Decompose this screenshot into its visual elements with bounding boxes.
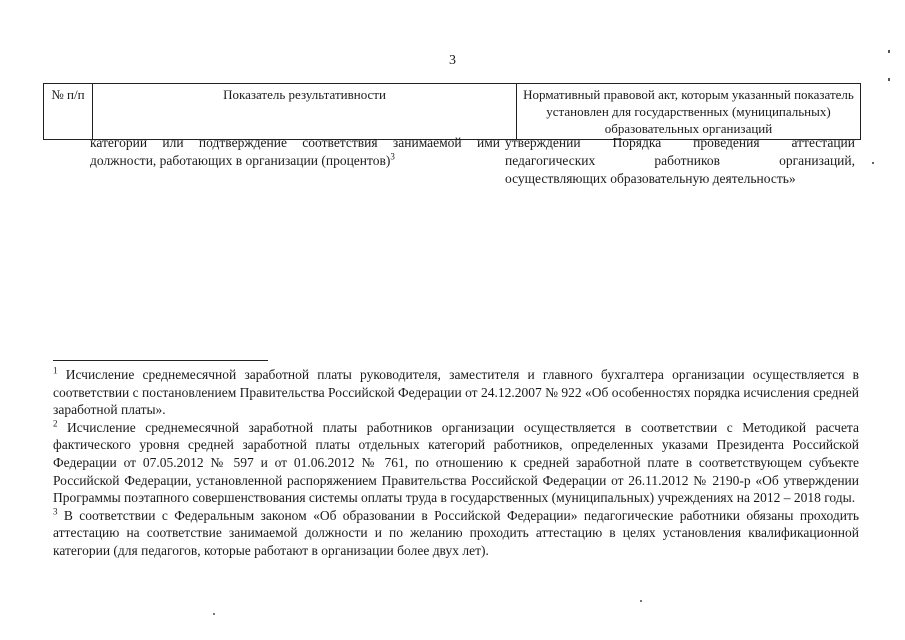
footnote-mark: 1: [53, 365, 58, 376]
indicator-table-header: [43, 83, 861, 140]
page-number: 3: [449, 53, 456, 68]
row-indicator-line: [90, 152, 500, 170]
footnote-mark: 3: [53, 506, 58, 517]
row-indicator-text: должности, работающих в организации (процентов): [90, 153, 391, 168]
column-header-number: № п/п: [44, 84, 93, 140]
row-legal-act-cell: [505, 134, 855, 188]
column-header-indicator: Показатель результативности: [93, 84, 517, 140]
footnote-2: [53, 419, 859, 507]
row-indicator-cell: [90, 134, 500, 170]
footnote-text: Исчисление среднемесячной заработной платы руководителя, заместителя и главного бухгалтера организации осуществляется в соответствии с постановлением Правительства Российской Федерации от 24.12.2007 № 922 «Об особенностях порядка исчисления средней заработной платы».: [53, 367, 859, 418]
footnote-separator: [53, 360, 268, 361]
footnote-text: В соответствии с Федеральным законом «Об образовании в Российской Федерации» педагогические работники обязаны проходить аттестацию на соответствие занимаемой должности и по желанию проходить аттестацию в целях установления квалификационной категории (для педагогов, которые работают в организации более двух лет).: [53, 507, 859, 558]
footnote-1: [53, 366, 859, 419]
row-act-line: утверждении Порядка проведения аттестации: [505, 135, 855, 150]
footnote-mark: 2: [53, 418, 58, 429]
row-act-line: педагогических работников организаций,: [505, 153, 855, 168]
row-indicator-line: категории или подтверждение соответствия занимаемой ими: [90, 135, 500, 150]
footnote-text: Исчисление среднемесячной заработной платы работников организации осуществляется в соответствии с Методикой расчета фактического уровня средней заработной платы отдельных категорий работников, определенных указами Президента Российской Федерации от 07.05.2012 № 597 и от 01.06.2012 № 761, по отношению к средней заработной плате в соответствующем субъекте Российской Федерации, установленной распоряжением Правительства Российской Федерации от 26.11.2012 № 2190-р «Об утверждении Программы поэтапного совершенствования системы оплаты труда в государственных (муниципальных) учреждениях на 2012 – 2018 годы.: [53, 419, 859, 506]
footnotes-block: [53, 366, 859, 560]
footnote-3: [53, 507, 859, 560]
column-header-legal-act: Нормативный правовой акт, которым указанный показатель установлен для государственных (муниципальных) образовательных организаций: [517, 84, 861, 140]
row-act-line: осуществляющих образовательную деятельность»: [505, 171, 796, 186]
footnote-reference: 3: [390, 151, 395, 162]
